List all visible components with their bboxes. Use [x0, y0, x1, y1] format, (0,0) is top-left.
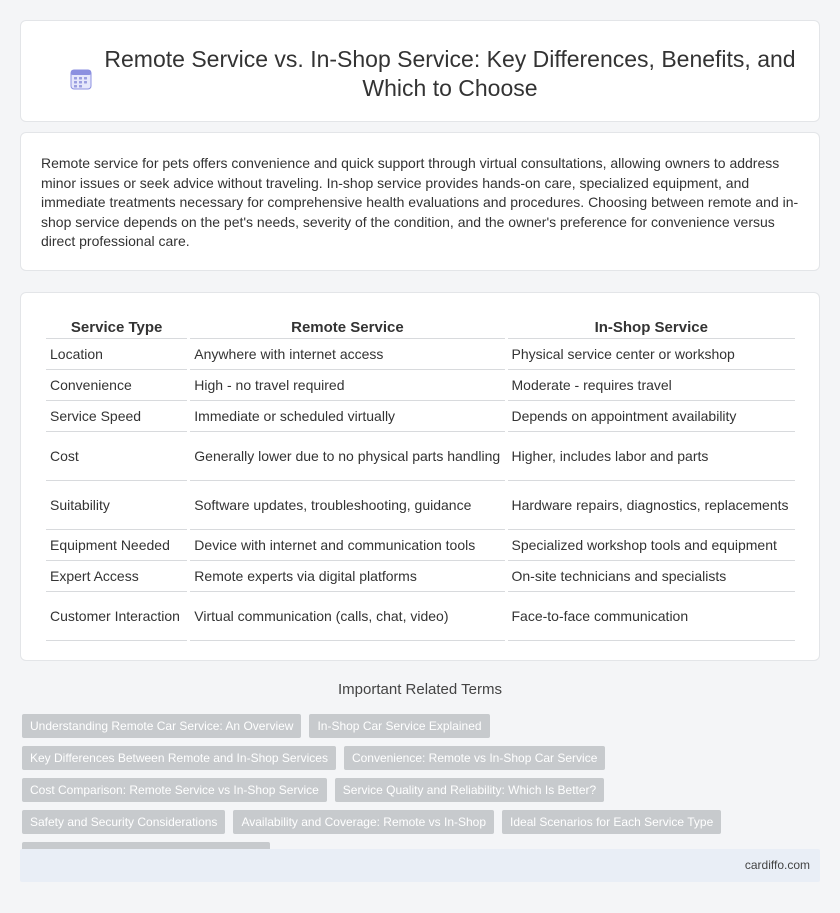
title-card	[20, 20, 820, 122]
page-title: Remote Service vs. In-Shop Service: Key Differences, Benefits, and Which to Choose	[104, 46, 796, 101]
remote-cell: Remote experts via digital platforms	[190, 561, 504, 592]
remote-cell: Virtual communication (calls, chat, video)	[190, 592, 504, 641]
table-row	[46, 339, 795, 370]
remote-cell: High - no travel required	[190, 370, 504, 401]
remote-cell: Anywhere with internet access	[190, 339, 504, 370]
header-remote-service: Remote Service	[190, 315, 504, 339]
related-term-tag[interactable]: Convenience: Remote vs In-Shop Car Service	[344, 746, 605, 770]
in-shop-cell: On-site technicians and specialists	[508, 561, 796, 592]
table-header-row	[46, 315, 795, 339]
related-term-tag[interactable]: Cost Comparison: Remote Service vs In-Shop Service	[22, 778, 327, 802]
table-row	[46, 370, 795, 401]
remote-cell: Immediate or scheduled virtually	[190, 401, 504, 432]
in-shop-cell: Physical service center or workshop	[508, 339, 796, 370]
table-row	[46, 481, 795, 530]
table-row	[46, 561, 795, 592]
calendar-icon	[69, 67, 93, 91]
related-term-tag[interactable]: Service Quality and Reliability: Which Is Better?	[335, 778, 604, 802]
intro-paragraph: Remote service for pets offers convenience and quick support through virtual consultations, allowing owners to address minor issues or seek advice without traveling. In-shop service provides hands-on care, specialized equipment, and immediate treatments necessary for comprehensive health evaluations and procedures. Choosing between remote and in-shop service depends on the pet's needs, severity of the condition, and the owner's preference for convenience versus direct professional care.	[41, 155, 799, 250]
table-row	[46, 530, 795, 561]
row-label: Equipment Needed	[46, 530, 187, 561]
intro-card	[20, 132, 820, 271]
row-label: Cost	[46, 432, 187, 481]
row-label: Suitability	[46, 481, 187, 530]
site-name[interactable]: cardiffo.com	[744, 858, 810, 872]
header-in-shop-service: In-Shop Service	[508, 315, 796, 339]
footer	[20, 849, 820, 882]
comparison-table	[43, 315, 798, 641]
related-term-tag[interactable]: Safety and Security Considerations	[22, 810, 225, 834]
header-service-type: Service Type	[46, 315, 187, 339]
in-shop-cell: Moderate - requires travel	[508, 370, 796, 401]
in-shop-cell: Specialized workshop tools and equipment	[508, 530, 796, 561]
row-label: Service Speed	[46, 401, 187, 432]
in-shop-cell: Face-to-face communication	[508, 592, 796, 641]
remote-cell: Device with internet and communication tools	[190, 530, 504, 561]
remote-cell: Software updates, troubleshooting, guidance	[190, 481, 504, 530]
remote-cell: Generally lower due to no physical parts handling	[190, 432, 504, 481]
related-term-tag[interactable]: In-Shop Car Service Explained	[309, 714, 489, 738]
table-row	[46, 401, 795, 432]
related-terms-list	[22, 714, 802, 866]
table-row	[46, 432, 795, 481]
related-term-tag[interactable]: Availability and Coverage: Remote vs In-Shop	[233, 810, 494, 834]
related-term-tag[interactable]: Understanding Remote Car Service: An Overview	[22, 714, 301, 738]
comparison-table-card	[20, 292, 820, 661]
in-shop-cell: Higher, includes labor and parts	[508, 432, 796, 481]
row-label: Expert Access	[46, 561, 187, 592]
in-shop-cell: Depends on appointment availability	[508, 401, 796, 432]
row-label: Customer Interaction	[46, 592, 187, 641]
related-terms-heading: Important Related Terms	[338, 681, 502, 698]
related-term-tag[interactable]: Ideal Scenarios for Each Service Type	[502, 810, 721, 834]
row-label: Location	[46, 339, 187, 370]
row-label: Convenience	[46, 370, 187, 401]
related-term-tag[interactable]: Key Differences Between Remote and In-Shop Services	[22, 746, 336, 770]
in-shop-cell: Hardware repairs, diagnostics, replacements	[508, 481, 796, 530]
table-row	[46, 592, 795, 641]
